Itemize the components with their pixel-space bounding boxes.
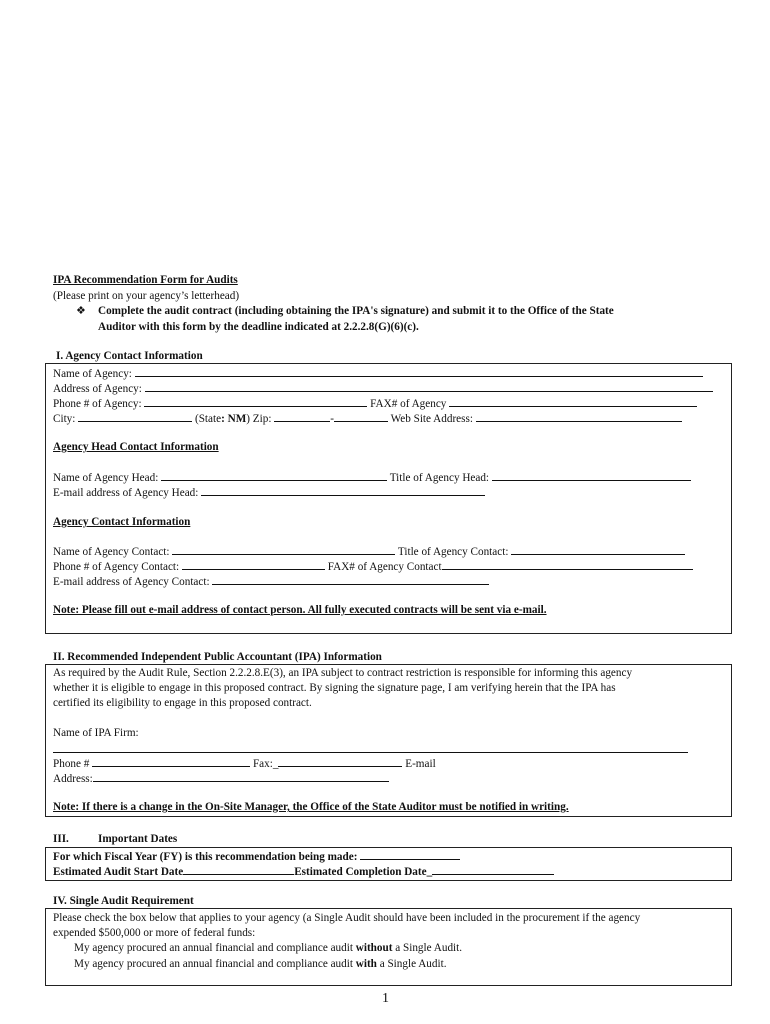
contact-name-label: Name of Agency Contact: xyxy=(53,546,170,558)
section4-para-line-2: expended $500,000 or more of federal funds: xyxy=(53,927,256,939)
section3-number: III. xyxy=(53,833,69,845)
agency-head-heading: Agency Head Contact Information xyxy=(53,441,219,453)
page-number: 1 xyxy=(382,991,389,1006)
city-field[interactable] xyxy=(78,411,192,422)
single-audit-option-with[interactable] xyxy=(74,957,447,972)
zip-field-1[interactable] xyxy=(274,411,330,422)
website-label: Web Site Address: xyxy=(390,413,473,425)
completion-underscore: _ xyxy=(426,866,433,878)
agency-fax-field[interactable] xyxy=(449,396,697,407)
head-name-label: Name of Agency Head: xyxy=(53,472,159,484)
head-email-field[interactable] xyxy=(201,485,485,496)
agency-address-label: Address of Agency: xyxy=(53,383,142,395)
start-date-field[interactable] xyxy=(183,864,294,875)
ipa-firm-field[interactable] xyxy=(53,742,688,753)
option-without-text: My agency procured an annual financial and compliance audit xyxy=(74,942,356,954)
state-value: : NM xyxy=(221,413,247,425)
head-title-label: Title of Agency Head: xyxy=(389,472,490,484)
option-with-text: My agency procured an annual financial and compliance audit xyxy=(74,958,356,970)
state-prefix: (State xyxy=(194,413,222,425)
ipa-fax-underscore: _ xyxy=(272,758,279,770)
section2-heading: II. Recommended Independent Public Accountant (IPA) Information xyxy=(53,651,382,663)
ipa-phone-field[interactable] xyxy=(92,756,250,767)
city-label: City: xyxy=(53,413,76,425)
agency-phone-label: Phone # of Agency: xyxy=(53,398,142,410)
ipa-email-label: E-mail xyxy=(405,758,436,770)
zip-label: ) Zip: xyxy=(246,413,272,425)
contact-email-field[interactable] xyxy=(212,574,489,585)
fy-field[interactable] xyxy=(360,849,460,860)
contact-fax-label: FAX# of Agency Contact xyxy=(327,561,442,573)
diamond-bullet-icon: ❖ xyxy=(76,305,87,317)
ipa-phone-label: Phone # xyxy=(53,758,90,770)
zip-field-2[interactable] xyxy=(334,411,388,422)
agency-name-field[interactable] xyxy=(135,366,703,377)
agency-contact-heading: Agency Contact Information xyxy=(53,516,191,528)
section4-heading: IV. Single Audit Requirement xyxy=(53,895,194,907)
instruction-line-2: Auditor with this form by the deadline indicated at 2.2.2.8(G)(6)(c). xyxy=(98,321,419,333)
fy-label: For which Fiscal Year (FY) is this recommendation being made: xyxy=(53,851,358,863)
form-subtitle: (Please print on your agency’s letterhead) xyxy=(53,290,240,302)
section1-note: Note: Please fill out e-mail address of contact person. All fully executed contracts will be sent via e-mail. xyxy=(53,604,547,616)
completion-date-label: Estimated Completion Date xyxy=(294,866,427,878)
head-title-field[interactable] xyxy=(492,470,691,481)
single-audit-option-without[interactable] xyxy=(74,941,462,956)
contact-phone-label: Phone # of Agency Contact: xyxy=(53,561,180,573)
section1-heading: I. Agency Contact Information xyxy=(56,350,203,362)
ipa-address-field[interactable] xyxy=(93,771,389,782)
ipa-address-label: Address: xyxy=(53,773,93,785)
option-with-suffix: a Single Audit. xyxy=(376,958,447,970)
contact-fax-field[interactable] xyxy=(442,559,693,570)
agency-fax-label: FAX# of Agency xyxy=(370,398,447,410)
section4-para-line-1: Please check the box below that applies to your agency (a Single Audit should have been included in the procurement if the agency xyxy=(53,912,641,924)
section3-box xyxy=(45,847,732,881)
completion-date-field[interactable] xyxy=(432,864,554,875)
section2-para-line-2: whether it is eligible to engage in this proposed contract. By signing the signature page, I am verifying herein that the IPA has xyxy=(53,682,616,694)
section2-para-line-1: As required by the Audit Rule, Section 2.2.2.8.E(3), an IPA subject to contract restriction is responsible for informing this agency xyxy=(53,667,633,679)
agency-name-label: Name of Agency: xyxy=(53,368,132,380)
instruction-line-1: Complete the audit contract (including obtaining the IPA's signature) and submit it to the Office of the State xyxy=(98,305,614,317)
head-name-field[interactable] xyxy=(161,470,387,481)
contact-phone-field[interactable] xyxy=(182,559,325,570)
website-field[interactable] xyxy=(476,411,682,422)
section2-para-line-3: certified its eligibility to engage in this proposed contract. xyxy=(53,697,312,709)
section2-box xyxy=(45,664,732,817)
section4-box xyxy=(45,908,732,986)
option-without-bold: without xyxy=(355,942,393,954)
option-with-bold: with xyxy=(355,958,377,970)
contact-name-field[interactable] xyxy=(172,544,395,555)
form-title: IPA Recommendation Form for Audits xyxy=(53,274,238,286)
ipa-firm-label: Name of IPA Firm: xyxy=(53,727,139,739)
ipa-fax-label: Fax: xyxy=(252,758,273,770)
ipa-fax-field[interactable] xyxy=(278,756,402,767)
start-date-label: Estimated Audit Start Date xyxy=(53,866,184,878)
contact-email-label: E-mail address of Agency Contact: xyxy=(53,576,210,588)
section1-box xyxy=(45,363,732,634)
agency-phone-field[interactable] xyxy=(144,396,367,407)
contact-title-label: Title of Agency Contact: xyxy=(397,546,509,558)
zip-dash: - xyxy=(330,413,334,425)
option-without-suffix: a Single Audit. xyxy=(392,942,463,954)
section3-heading: Important Dates xyxy=(98,833,178,845)
head-email-label: E-mail address of Agency Head: xyxy=(53,487,199,499)
agency-address-field[interactable] xyxy=(145,381,713,392)
section2-note: Note: If there is a change in the On-Site Manager, the Office of the State Auditor must be notified in writing. xyxy=(53,801,569,813)
contact-title-field[interactable] xyxy=(511,544,685,555)
